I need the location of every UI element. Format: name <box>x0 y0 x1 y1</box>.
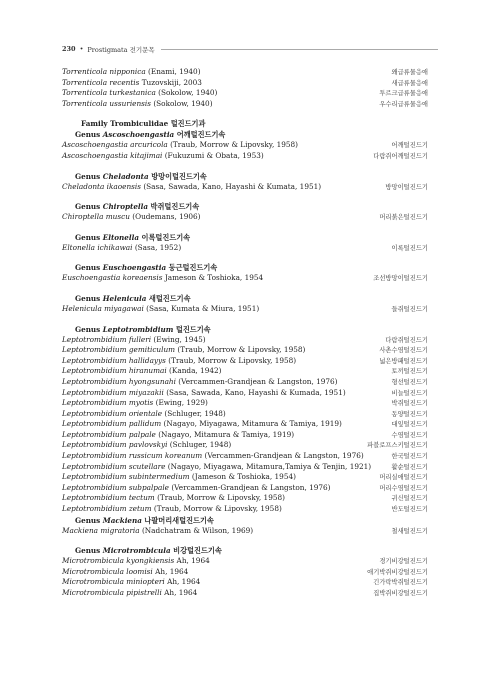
genus-heading <box>62 262 428 273</box>
species-entry <box>62 335 206 346</box>
scientific-name: Cheladonta ikaoensis <box>62 181 141 191</box>
genus-prefix: Genus <box>75 263 101 273</box>
korean-name: 조선방망이털진드기 <box>373 275 428 283</box>
family-heading <box>62 118 428 129</box>
species-author: (Schluger, 1948) <box>164 408 226 418</box>
genus-heading <box>62 293 428 304</box>
species-author: (Vercammen-Grandjean & Langston, 1976) <box>204 451 364 461</box>
scientific-name: Torrenticola nipponica <box>62 67 146 76</box>
genus-korean-name: 방망이털진드기속 <box>151 171 207 181</box>
genus-name: Ascoschoengastia <box>102 130 175 140</box>
species-row <box>62 345 428 356</box>
species-author: (Ewing, 1945) <box>153 334 206 344</box>
genus-korean-name: 나팔머리새털진드기속 <box>144 515 214 525</box>
taxon-section <box>62 545 428 598</box>
scientific-name: Mackiena migratoria <box>62 525 140 535</box>
scientific-name: Leptotrombidium zetum <box>62 504 152 514</box>
header-rule <box>161 49 438 50</box>
scientific-name: Euschoengastia koreaensis <box>62 273 163 283</box>
species-author: Ah, 1964 <box>164 588 198 597</box>
species-row <box>62 182 428 193</box>
page-number: 230 <box>62 45 76 53</box>
species-row <box>62 388 428 399</box>
header-bullet: • <box>79 45 84 53</box>
species-row <box>62 430 428 441</box>
korean-name: 긴가락박쥐털진드기 <box>373 579 428 587</box>
species-row <box>62 99 428 110</box>
species-entry <box>62 99 213 110</box>
genus-prefix: Genus <box>75 202 101 212</box>
genus-name: Euschoengastia <box>102 263 167 273</box>
genus-prefix: Genus <box>75 232 101 242</box>
species-entry <box>62 182 321 193</box>
species-entry <box>62 366 221 377</box>
species-entry <box>62 78 202 89</box>
species-author: (Schluger, 1948) <box>169 440 232 450</box>
species-row <box>62 243 428 254</box>
korean-name: 새급류물응애 <box>391 79 428 87</box>
species-entry <box>62 493 285 504</box>
scientific-name: Torrenticola ussuriensis <box>62 98 151 108</box>
species-author: (Sasa, Sawada, Kano, Hayashi & Kumata, 1951) <box>143 181 322 191</box>
species-row <box>62 526 428 537</box>
species-entry <box>62 419 342 430</box>
korean-name: 들쥐털진드기 <box>391 305 428 313</box>
korean-name: 머리수염털진드기 <box>379 484 428 492</box>
genus-korean-name: 털진드기속 <box>175 324 211 334</box>
species-row <box>62 504 428 515</box>
page-header <box>62 44 438 54</box>
species-author: (Sasa, Kumata & Miura, 1951) <box>146 303 260 313</box>
korean-name: 철새털진드기 <box>391 527 428 535</box>
species-row <box>62 440 428 451</box>
species-author: (Nagayo, Miyagawa, Mitamura & Tamiya, 1919) <box>163 419 342 429</box>
korean-name: 대잎털진드기 <box>391 421 428 429</box>
genus-korean-name: 새털진드기속 <box>148 293 191 303</box>
species-author: (Traub, Morrow & Lipovsky, 1958) <box>168 355 297 365</box>
korean-name: 왜급류물응애 <box>391 69 428 76</box>
species-entry <box>62 388 346 399</box>
species-entry <box>62 273 263 284</box>
korean-name: 활순털진드기 <box>391 463 428 471</box>
species-row <box>62 472 428 483</box>
species-author: (Nagayo, Mitamura & Tamiya, 1919) <box>158 429 295 439</box>
taxon-section <box>62 201 428 223</box>
genus-prefix: Genus <box>75 324 101 334</box>
species-author: (Sokolow, 1940) <box>158 88 218 98</box>
korean-name: 방망이털진드기 <box>385 183 428 191</box>
species-row <box>62 273 428 284</box>
species-entry <box>62 88 217 99</box>
scientific-name: Microtrombicula loomisi <box>62 566 153 576</box>
genus-name: Mackiena <box>102 515 142 525</box>
species-author: Ah, 1964 <box>155 566 189 576</box>
korean-name: 머리실애털진드기 <box>379 474 428 482</box>
korean-name: 넓은방패털진드기 <box>379 357 428 365</box>
species-row <box>62 366 428 377</box>
korean-name: 동양털진드기 <box>391 410 428 418</box>
species-row <box>62 577 428 588</box>
genus-name: Cheladonta <box>102 171 149 181</box>
species-author: (Ewing, 1929) <box>155 398 208 408</box>
scientific-name: Leptotrombidium gemiticulum <box>62 345 176 355</box>
korean-name: 토끼털진드기 <box>391 368 428 376</box>
korean-name: 다람쥐털진드기 <box>385 336 428 344</box>
scientific-name: Leptotrombidium scutellare <box>62 461 166 471</box>
species-author: (Oudemans, 1906) <box>132 212 201 222</box>
species-author: (Vercammen-Grandjean & Langston, 1976) <box>171 482 331 492</box>
korean-name: 사촌수염털진드기 <box>379 347 428 355</box>
genus-heading <box>62 201 428 212</box>
species-entry <box>62 151 264 162</box>
taxon-section <box>62 232 428 254</box>
korean-name: 어깨털진드기 <box>391 142 428 150</box>
scientific-name: Microtrombicula miniopteri <box>62 577 165 587</box>
species-entry <box>62 398 208 409</box>
species-author: Jameson & Toshioka, 1954 <box>164 273 264 283</box>
scientific-name: Leptotrombidium tectum <box>62 493 155 503</box>
genus-heading <box>62 324 428 335</box>
species-row <box>62 151 428 162</box>
species-author: (Traub, Morrow & Lipovsky, 1958) <box>153 504 282 514</box>
taxon-section <box>62 171 428 193</box>
species-entry <box>62 577 200 588</box>
species-author: (Sasa, Sawada, Kano, Hayashi & Kumada, 1951) <box>166 387 346 397</box>
korean-name: 박쥐털진드기 <box>391 400 428 408</box>
genus-korean-name: 이록털진드기속 <box>141 232 191 242</box>
species-author: (Jameson & Toshioka, 1954) <box>191 472 296 482</box>
genus-korean-name: 둥근털진드기속 <box>168 263 218 273</box>
scientific-name: Chiroptella muscu <box>62 212 130 222</box>
species-entry <box>62 304 259 315</box>
species-row <box>62 88 428 99</box>
scientific-name: Leptotrombidium myotis <box>62 398 154 408</box>
species-author: (Traub, Morrow & Lipovsky, 1958) <box>170 140 298 150</box>
species-row <box>62 483 428 494</box>
korean-name: 이록털진드기 <box>391 244 428 252</box>
species-author: Ah, 1964 <box>167 577 201 587</box>
species-entry <box>62 212 201 223</box>
scientific-name: Ascoschoengastia arcuricola <box>62 140 168 150</box>
genus-heading <box>62 515 428 526</box>
species-author: Tuzovskiji, 2003 <box>141 77 202 87</box>
genus-name: Chiroptella <box>102 202 149 212</box>
genus-prefix: Genus <box>75 293 101 303</box>
korean-name: 비늘털진드기 <box>391 389 428 397</box>
korean-name: 머리붉은털진드기 <box>379 214 428 222</box>
species-entry <box>62 377 338 388</box>
scientific-name: Leptotrombidium miyazakii <box>62 387 164 397</box>
korean-name: 한국털진드기 <box>391 453 428 461</box>
species-entry <box>62 356 296 367</box>
scientific-name: Leptotrombidium subpalpale <box>62 482 169 492</box>
species-entry <box>62 140 298 151</box>
species-author: (Traub, Morrow & Lipovsky, 1958) <box>177 345 306 355</box>
scientific-name: Leptotrombidium subintermedium <box>62 472 190 482</box>
species-entry <box>62 526 253 537</box>
scientific-name: Leptotrombidium palpale <box>62 429 156 439</box>
scientific-name: Helenicula miyagawai <box>62 303 144 313</box>
korean-name: 집박쥐비강털진드기 <box>373 590 428 597</box>
species-entry <box>62 430 294 441</box>
species-entry <box>62 243 181 254</box>
scientific-name: Leptotrombidium pallidum <box>62 419 162 429</box>
species-row <box>62 335 428 346</box>
genus-name: Leptotrombidium <box>102 324 174 334</box>
genus-prefix: Genus <box>75 546 101 556</box>
scientific-name: Leptotrombidium hyongsunahi <box>62 376 176 386</box>
korean-name: 우수리급류물응애 <box>379 100 428 108</box>
species-entry <box>62 567 188 578</box>
species-row <box>62 212 428 223</box>
species-row <box>62 398 428 409</box>
scientific-name: Torrenticola recentis <box>62 77 140 87</box>
genus-name: Helenicula <box>102 293 147 303</box>
scientific-name: Leptotrombidium pavlovskyi <box>62 440 168 450</box>
taxon-section <box>62 118 428 161</box>
genus-name: Microtrombicula <box>102 546 171 556</box>
species-author: (Sokolow, 1940) <box>153 98 213 108</box>
species-author: (Vercammen-Grandjean & Langston, 1976) <box>178 376 338 386</box>
scientific-name: Leptotrombidium hallidayys <box>62 355 166 365</box>
species-author: (Traub, Morrow & Lipovsky, 1958) <box>157 493 285 503</box>
species-author: (Nagayo, Miyagawa, Mitamura,Tamiya & Tenjin, 1921) <box>167 461 372 471</box>
species-row <box>62 462 428 473</box>
genus-heading <box>62 232 428 243</box>
genus-korean-name: 어깨털진드기속 <box>176 130 226 140</box>
species-row <box>62 377 428 388</box>
header-title: Prostigmata 전기문목 <box>87 45 155 54</box>
korean-name: 수염털진드기 <box>391 431 428 439</box>
scientific-name: Eltonella ichikawai <box>62 242 133 252</box>
korean-name: 귀신털진드기 <box>391 495 428 503</box>
scientific-name: Leptotrombidium fulleri <box>62 334 152 344</box>
taxon-section <box>62 67 428 109</box>
scientific-name: Microtrombicula kyongkiensis <box>62 556 175 566</box>
species-row <box>62 419 428 430</box>
scientific-name: Microtrombicula pipistrelli <box>62 588 162 597</box>
species-entry <box>62 451 364 462</box>
korean-name: 경기비강털진드기 <box>379 558 428 566</box>
korean-name: 반도털진드기 <box>391 506 428 514</box>
korean-name: 파블로프스키털진드기 <box>367 442 428 450</box>
korean-name: 다람쥐어깨털진드기 <box>373 152 428 160</box>
scientific-name: Ascoschoengastia kitajimai <box>62 150 163 160</box>
genus-prefix: Genus <box>75 515 101 525</box>
species-row <box>62 567 428 578</box>
species-author: (Kanda, 1942) <box>169 366 222 376</box>
korean-name: 애기박쥐비강털진드기 <box>367 568 428 576</box>
species-entry <box>62 504 282 515</box>
species-entry <box>62 345 305 356</box>
scientific-name: Leptotrombidium hiranumai <box>62 366 167 376</box>
species-row <box>62 67 428 78</box>
species-row <box>62 493 428 504</box>
genus-prefix: Genus <box>75 130 101 140</box>
species-row <box>62 304 428 315</box>
taxon-section <box>62 324 428 537</box>
species-entry <box>62 67 201 78</box>
species-entry <box>62 556 210 567</box>
species-author: (Sasa, 1952) <box>134 242 182 252</box>
genus-korean-name: 박쥐털진드기속 <box>150 202 200 212</box>
genus-heading <box>62 171 428 182</box>
species-row <box>62 556 428 567</box>
species-author: (Nadchatram & Wilson, 1969) <box>141 525 254 535</box>
korean-name: 투르크급류물응애 <box>379 90 428 98</box>
taxon-section <box>62 262 428 284</box>
genus-heading <box>62 545 428 556</box>
species-author: Ah, 1964 <box>176 556 210 566</box>
scientific-name: Leptotrombidium orientale <box>62 408 163 418</box>
species-list <box>62 67 428 599</box>
species-author: (Fukuzumi & Obata, 1953) <box>164 150 264 160</box>
korean-name: 형선털진드기 <box>391 378 428 386</box>
species-entry <box>62 440 231 451</box>
taxon-section <box>62 293 428 315</box>
species-author: (Enami, 1940) <box>148 67 201 76</box>
species-row <box>62 409 428 420</box>
species-entry <box>62 409 226 420</box>
family-korean-name: 털진드기과 <box>170 119 206 129</box>
species-entry <box>62 462 371 473</box>
species-row <box>62 451 428 462</box>
scientific-name: Leptotrombidium russicum koreanum <box>62 451 203 461</box>
genus-heading <box>62 129 428 140</box>
species-entry <box>62 472 296 483</box>
species-entry <box>62 483 331 494</box>
species-row <box>62 140 428 151</box>
species-entry <box>62 588 197 599</box>
genus-korean-name: 비강털진드기속 <box>173 546 222 556</box>
species-row <box>62 356 428 367</box>
species-row <box>62 588 428 599</box>
family-name: Family Trombiculidae <box>81 119 169 129</box>
scientific-name: Torrenticola turkestanica <box>62 88 156 98</box>
species-row <box>62 78 428 89</box>
genus-prefix: Genus <box>75 171 101 181</box>
genus-name: Eltonella <box>102 232 139 242</box>
